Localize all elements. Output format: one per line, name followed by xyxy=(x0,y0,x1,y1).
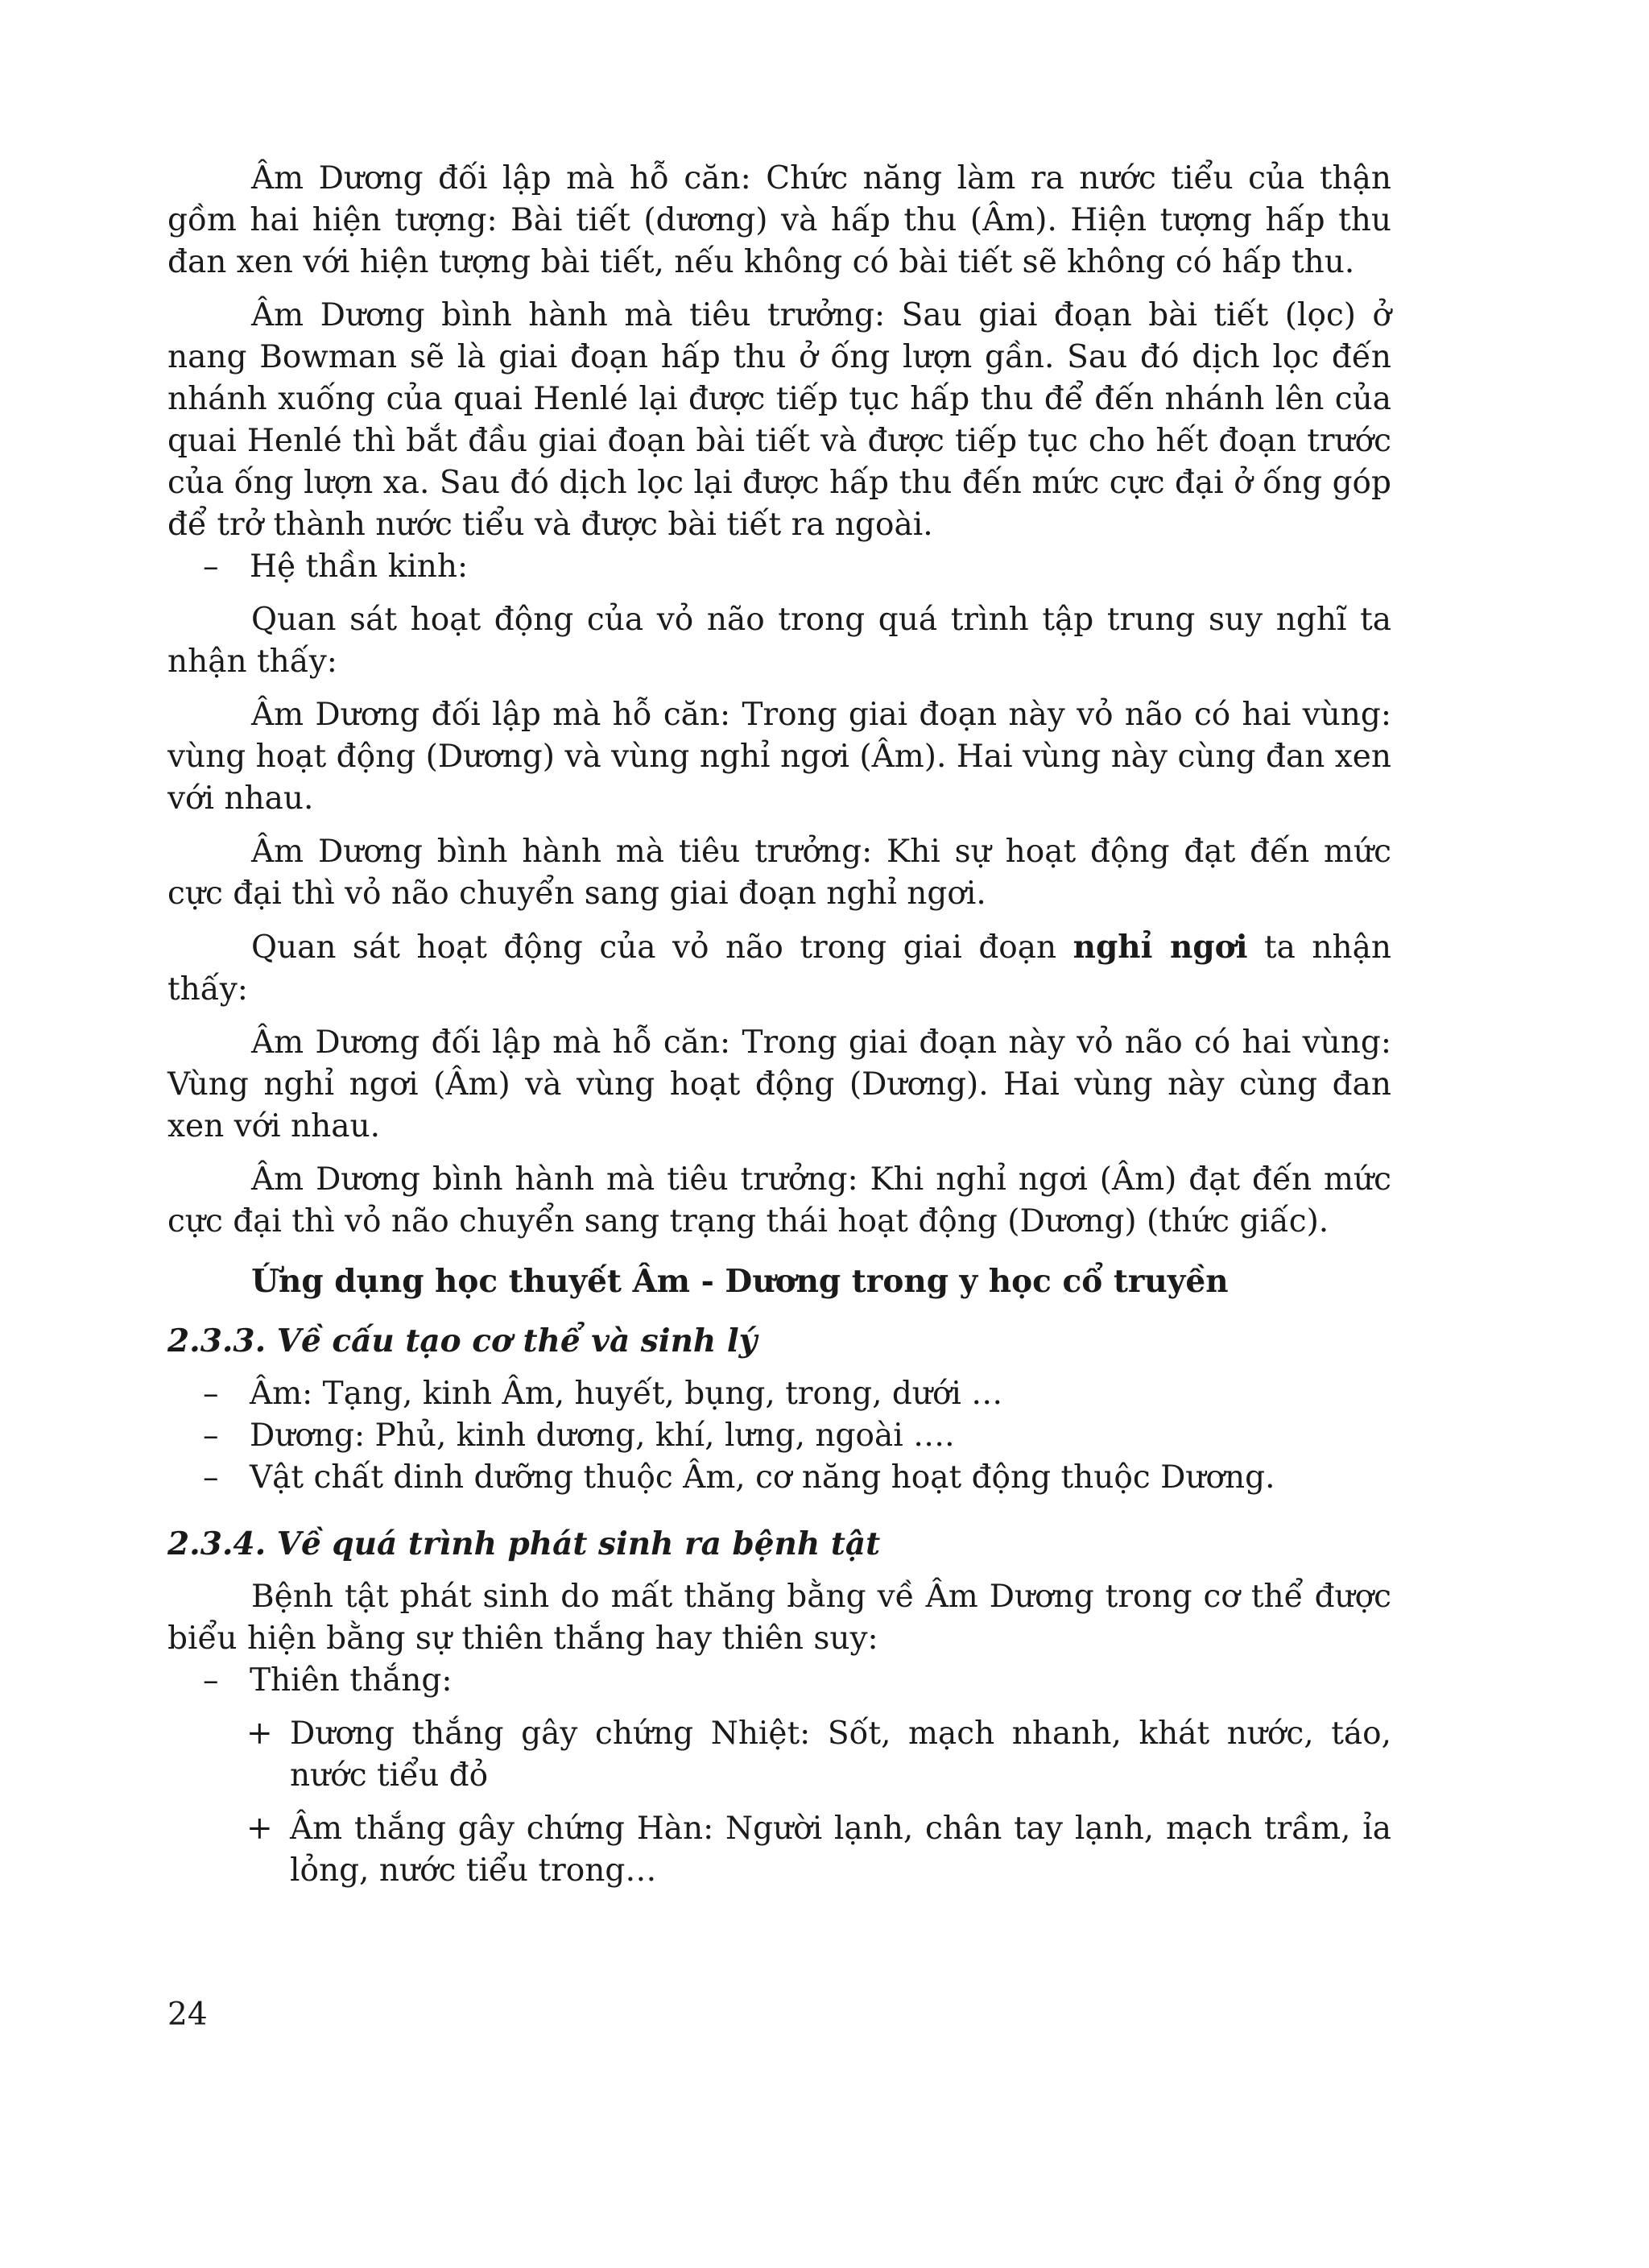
paragraph-cortex-resting xyxy=(167,926,1391,1011)
list-item-text: Hệ thần kinh: xyxy=(250,548,469,585)
dash-marker: – xyxy=(203,1418,219,1454)
list-item-text: Vật chất dinh dưỡng thuộc Âm, cơ năng hoạt động thuộc Dương. xyxy=(250,1459,1275,1496)
paragraph-rest-balance: Âm Dương bình hành mà tiêu trưởng: Khi nghỉ ngơi (Âm) đạt đến mức cực đại thì vỏ não chuyển sang trạng thái hoạt động (Dương) (thức giấc). xyxy=(167,1161,1391,1240)
list-item xyxy=(167,1457,1391,1499)
paragraph-rest-opposition: Âm Dương đối lập mà hỗ căn: Trong giai đoạn này vỏ não có hai vùng: Vùng nghỉ ngơi (Âm) và vùng hoạt động (Dương). Hai vùng này cùng đan xen với nhau. xyxy=(167,1024,1391,1144)
paragraph-cortex-balance: Âm Dương bình hành mà tiêu trưởng: Khi sự hoạt động đạt đến mức cực đại thì vỏ não chuyển sang giai đoạn nghỉ ngơi. xyxy=(167,834,1391,912)
list-item-thien-thang xyxy=(167,1660,1391,1702)
sub-list-item-text: Âm thắng gây chứng Hàn: Người lạnh, chân tay lạnh, mạch trầm, ỉa lỏng, nước tiểu trong… xyxy=(290,1811,1391,1889)
list-item-text: Thiên thắng: xyxy=(250,1662,453,1699)
sub-list-item xyxy=(167,1713,1391,1797)
list-item-nervous-system xyxy=(167,546,1391,588)
list-item xyxy=(167,1415,1391,1457)
list-item-text: Âm: Tạng, kinh Âm, huyết, bụng, trong, dưới … xyxy=(250,1376,1003,1412)
sub-list-item xyxy=(167,1808,1391,1892)
paragraph-cortex-opposition: Âm Dương đối lập mà hỗ căn: Trong giai đoạn này vỏ não có hai vùng: vùng hoạt động (Dương) và vùng nghỉ ngơi (Âm). Hai vùng này cùng đan xen với nhau. xyxy=(167,697,1391,817)
sub-list-item-text: Dương thắng gây chứng Nhiệt: Sốt, mạch nhanh, khát nước, táo, nước tiểu đỏ xyxy=(290,1715,1391,1794)
dash-marker: – xyxy=(203,1459,219,1496)
paragraph-disease-imbalance: Bệnh tật phát sinh do mất thăng bằng về Âm Dương trong cơ thể được biểu hiện bằng sự thiên thắng hay thiên suy: xyxy=(167,1579,1391,1657)
bold-text-run: nghỉ ngơi xyxy=(1072,929,1248,966)
application-heading: Ứng dụng học thuyết Âm - Dương trong y học cổ truyền xyxy=(251,1263,1229,1300)
paragraph-cortex-thinking: Quan sát hoạt động của vỏ não trong quá trình tập trung suy nghĩ ta nhận thấy: xyxy=(167,602,1391,680)
dash-marker: – xyxy=(203,1662,219,1699)
paragraph-kidney-balance: Âm Dương bình hành mà tiêu trưởng: Sau giai đoạn bài tiết (lọc) ở nang Bowman sẽ là giai đoạn hấp thu ở ống lượn gần. Sau đó dịch lọc đến nhánh xuống của quai Henlé lại được tiếp tục hấp thu để đến nhánh lên của quai Henlé thì bắt đầu giai đoạn bài tiết và được tiếp tục cho hết đoạn trước của ống lượn xa. Sau đó dịch lọc lại được hấp thu đến mức cực đại ở ống góp để trở thành nước tiểu và được bài tiết ra ngoài. xyxy=(167,297,1391,543)
list-item xyxy=(167,1373,1391,1415)
section-title-2-3-3: 2.3.3. Về cấu tạo cơ thể và sinh lý xyxy=(167,1322,758,1360)
plus-marker: + xyxy=(246,1715,273,1752)
plus-marker: + xyxy=(246,1811,273,1847)
section-title-2-3-4: 2.3.4. Về quá trình phát sinh ra bệnh tật xyxy=(167,1525,881,1562)
dash-marker: – xyxy=(203,548,219,585)
list-item-text: Dương: Phủ, kinh dương, khí, lưng, ngoài …. xyxy=(250,1418,955,1454)
paragraph-kidney-opposition: Âm Dương đối lập mà hỗ căn: Chức năng làm ra nước tiểu của thận gồm hai hiện tượng: Bài tiết (dương) và hấp thu (Âm). Hiện tượng hấp thu đan xen với hiện tượng bài tiết, nếu không có bài tiết sẽ không có hấp thu. xyxy=(167,160,1391,280)
text-run: Quan sát hoạt động của vỏ não trong giai đoạn xyxy=(251,929,1073,966)
dash-marker: – xyxy=(203,1376,219,1412)
page-content xyxy=(167,158,1391,1892)
text-run: ta nhận thấy: xyxy=(167,929,1391,1008)
page-number: 24 xyxy=(167,1997,208,2033)
